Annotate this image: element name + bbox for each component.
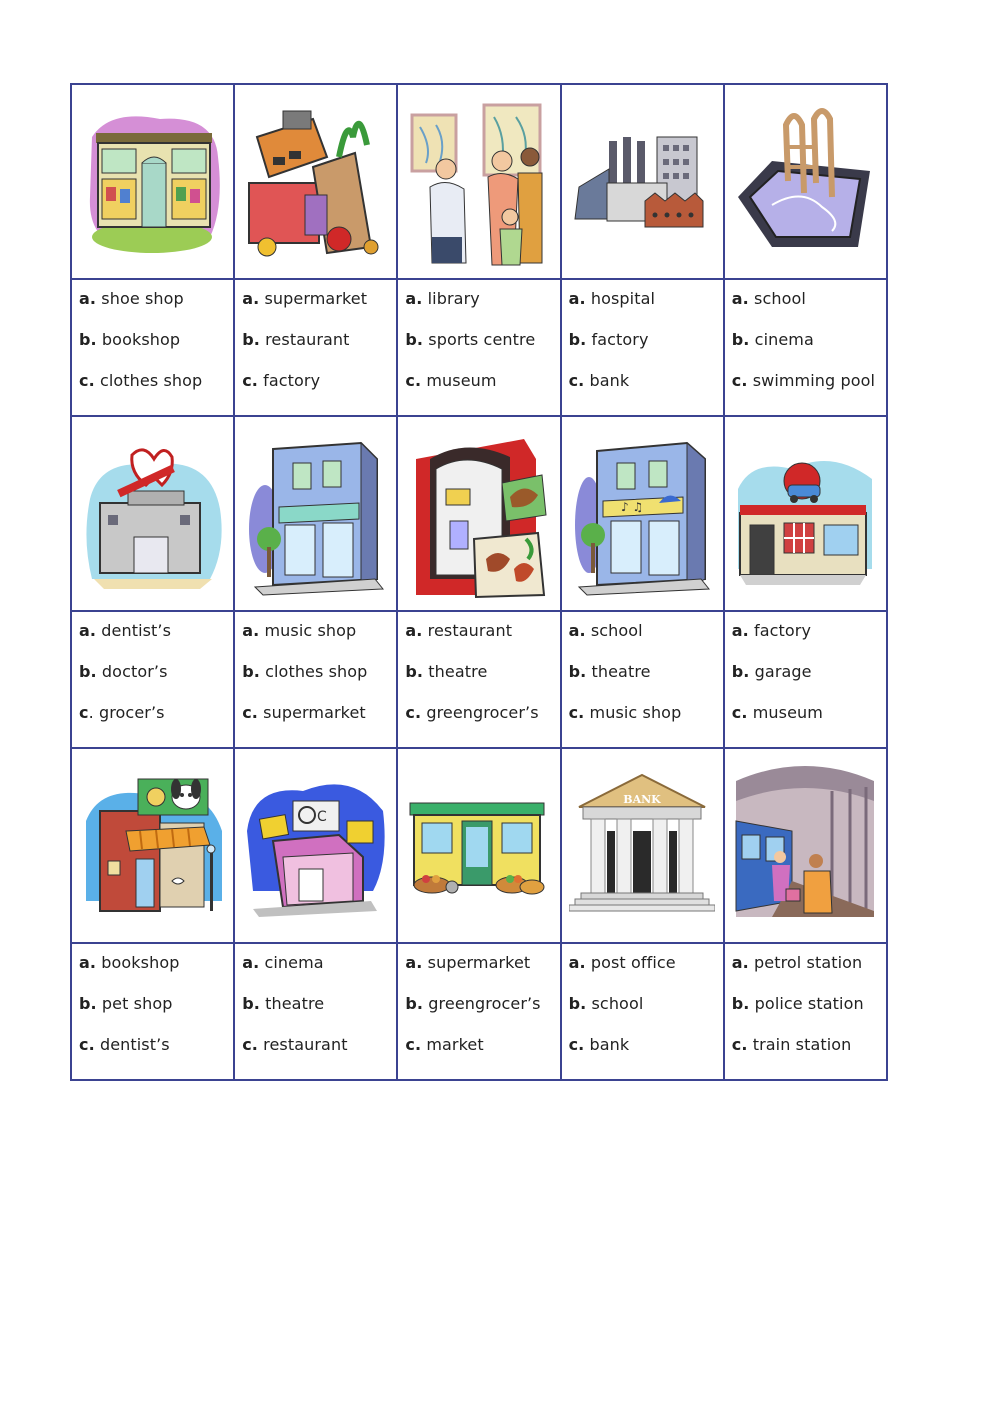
picture-row — [71, 84, 887, 279]
option-c[interactable]: c. bank — [568, 1035, 630, 1054]
option-b[interactable]: b. factory — [568, 330, 649, 349]
vocabulary-grid — [70, 83, 888, 1081]
option-c[interactable]: c. dentist’s — [79, 1035, 170, 1054]
option-c[interactable]: c. clothes shop — [79, 371, 203, 390]
picture-row — [71, 748, 887, 943]
option-b[interactable]: b. cinema — [731, 330, 814, 349]
picture-cell — [234, 416, 397, 611]
answer-card — [397, 611, 560, 748]
train-station-picture — [732, 761, 878, 931]
dentist-building-picture — [80, 429, 226, 599]
option-a[interactable]: a. school — [568, 621, 643, 640]
answer-card — [71, 943, 234, 1080]
pet-shop-picture — [80, 761, 226, 931]
option-b[interactable]: b. bookshop — [79, 330, 181, 349]
answer-card — [397, 279, 560, 416]
option-c[interactable]: c. music shop — [568, 703, 682, 722]
picture-cell — [234, 748, 397, 943]
picture-cell — [397, 748, 560, 943]
picture-cell — [397, 84, 560, 279]
answer-card — [561, 611, 724, 748]
answer-card — [561, 279, 724, 416]
option-b[interactable]: b. theatre — [242, 994, 325, 1013]
options-row — [71, 279, 887, 416]
answer-card — [234, 943, 397, 1080]
picture-cell — [561, 416, 724, 611]
option-c[interactable]: c. train station — [731, 1035, 852, 1054]
option-a[interactable]: a. post office — [568, 953, 676, 972]
option-a[interactable]: a. dentist’s — [79, 621, 172, 640]
answer-card — [71, 611, 234, 748]
option-b[interactable]: b. theatre — [568, 662, 651, 681]
option-a[interactable]: a. hospital — [568, 289, 656, 308]
answer-card — [234, 279, 397, 416]
option-b[interactable]: b. theatre — [405, 662, 488, 681]
answer-card — [71, 279, 234, 416]
option-c[interactable]: c. factory — [242, 371, 321, 390]
option-c[interactable]: c. swimming pool — [731, 371, 876, 390]
picture-cell — [561, 748, 724, 943]
factory-picture — [569, 97, 715, 267]
picture-cell — [724, 84, 887, 279]
picture-cell — [71, 84, 234, 279]
option-c[interactable]: c. market — [405, 1035, 484, 1054]
option-b[interactable]: b. doctor’s — [79, 662, 168, 681]
option-a[interactable]: a. school — [731, 289, 806, 308]
option-c[interactable]: c. museum — [731, 703, 823, 722]
option-c[interactable]: c. supermarket — [242, 703, 366, 722]
supermarket-picture — [243, 97, 389, 267]
option-c[interactable]: c. museum — [405, 371, 497, 390]
picture-cell — [71, 748, 234, 943]
market-stall-picture — [406, 761, 552, 931]
garage-picture — [732, 429, 878, 599]
option-a[interactable]: a. library — [405, 289, 480, 308]
answer-card — [397, 943, 560, 1080]
picture-cell — [71, 416, 234, 611]
option-c[interactable]: c. bank — [568, 371, 630, 390]
bank-picture — [569, 761, 715, 931]
bank-sign-text: BANK — [623, 792, 661, 806]
option-b[interactable]: b. pet shop — [79, 994, 173, 1013]
option-a[interactable]: a. supermarket — [405, 953, 531, 972]
option-a[interactable]: a. factory — [731, 621, 812, 640]
option-a[interactable]: a. shoe shop — [79, 289, 184, 308]
picture-cell — [561, 84, 724, 279]
option-b[interactable]: b. clothes shop — [242, 662, 368, 681]
option-a[interactable]: a. restaurant — [405, 621, 513, 640]
svg-text:C: C — [316, 808, 327, 825]
picture-row — [71, 416, 887, 611]
answer-card — [561, 943, 724, 1080]
picture-cell — [724, 748, 887, 943]
clothes-shop-building-picture — [243, 429, 389, 599]
picture-cell — [724, 416, 887, 611]
option-c[interactable]: c. restaurant — [242, 1035, 348, 1054]
options-row — [71, 943, 887, 1080]
option-b[interactable]: b. greengrocer’s — [405, 994, 541, 1013]
option-b[interactable]: b. garage — [731, 662, 812, 681]
answer-card — [724, 611, 887, 748]
answer-card — [724, 943, 887, 1080]
option-a[interactable]: a. music shop — [242, 621, 357, 640]
clothes-shop-picture — [80, 97, 226, 267]
music-shop-building-picture — [569, 429, 715, 599]
option-a[interactable]: a. cinema — [242, 953, 324, 972]
option-b[interactable]: b. sports centre — [405, 330, 536, 349]
option-a[interactable]: a. supermarket — [242, 289, 368, 308]
option-c[interactable]: c. grocer’s — [79, 703, 165, 722]
swimming-pool-picture — [732, 97, 878, 267]
option-a[interactable]: a. bookshop — [79, 953, 180, 972]
option-a[interactable]: a. petrol station — [731, 953, 863, 972]
option-b[interactable]: b. restaurant — [242, 330, 350, 349]
option-b[interactable]: b. police station — [731, 994, 864, 1013]
answer-card — [724, 279, 887, 416]
restaurant-picture — [406, 429, 552, 599]
option-c[interactable]: c. greengrocer’s — [405, 703, 539, 722]
cinema-picture — [243, 761, 389, 931]
options-row — [71, 611, 887, 748]
option-b[interactable]: b. school — [568, 994, 644, 1013]
picture-cell — [397, 416, 560, 611]
svg-text:♪ ♫: ♪ ♫ — [621, 499, 644, 514]
answer-card — [234, 611, 397, 748]
picture-cell — [234, 84, 397, 279]
museum-picture — [406, 97, 552, 267]
